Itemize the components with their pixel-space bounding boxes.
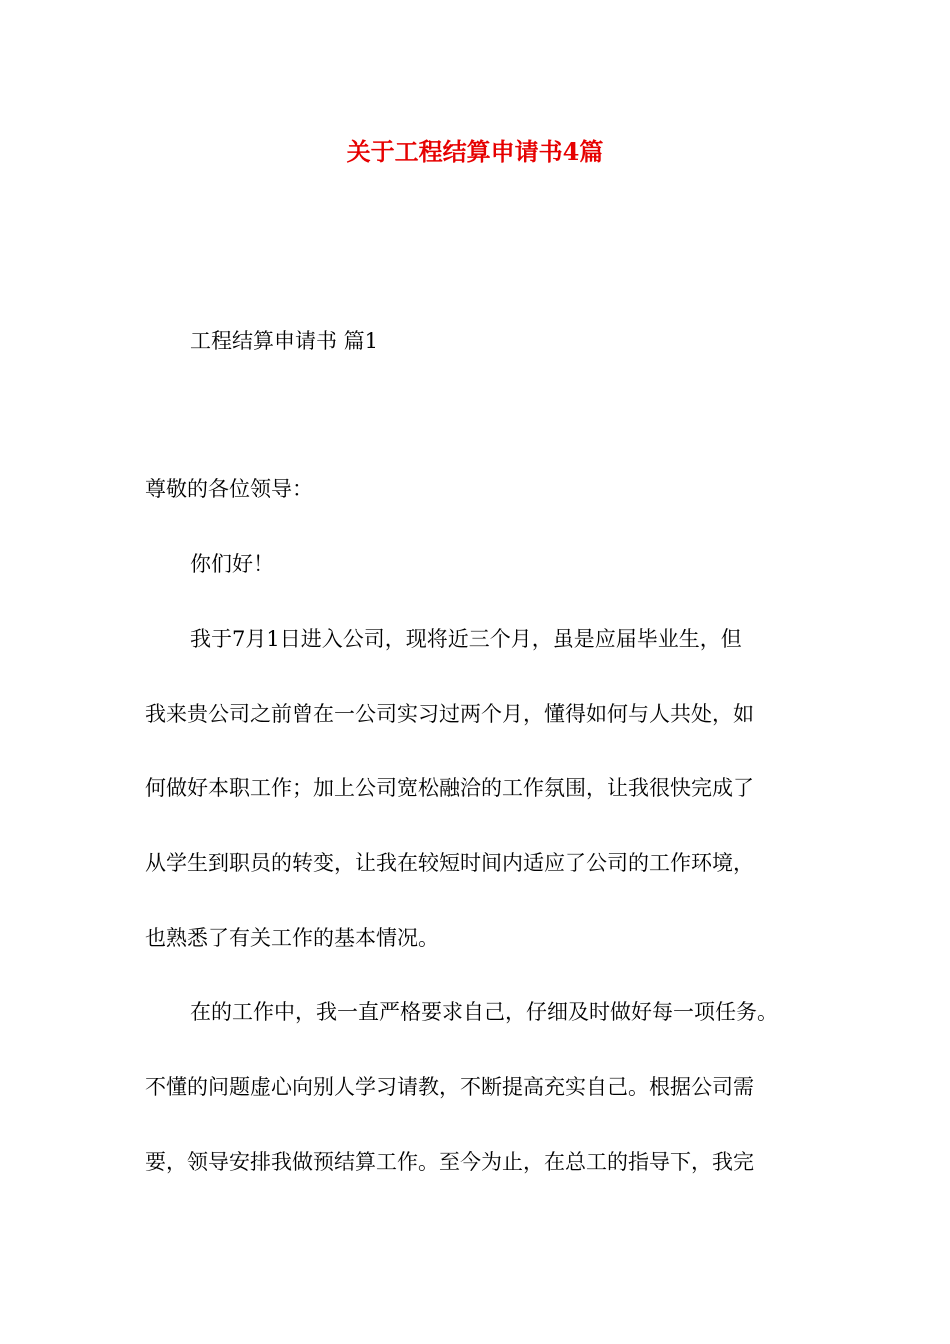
salutation-line: 尊敬的各位领导： xyxy=(145,477,313,501)
paragraph-line: 我于7月1日进入公司，现将近三个月，虽是应届毕业生，但 xyxy=(190,627,742,651)
paragraph-line: 何做好本职工作；加上公司宽松融洽的工作氛围，让我很快完成了 xyxy=(145,776,754,800)
greeting-line: 你们好！ xyxy=(190,552,274,576)
paragraph-line: 也熟悉了有关工作的基本情况。 xyxy=(145,926,439,950)
paragraph-line: 在的工作中，我一直严格要求自己，仔细及时做好每一项任务。 xyxy=(190,1000,778,1024)
section-heading: 工程结算申请书 篇1 xyxy=(190,329,379,353)
paragraph-line: 要，领导安排我做预结算工作。至今为止，在总工的指导下，我完 xyxy=(145,1150,754,1174)
paragraph-line: 不懂的问题虚心向别人学习请教，不断提高充实自己。根据公司需 xyxy=(145,1075,754,1099)
document-title: 关于工程结算申请书4篇 xyxy=(346,137,604,166)
paragraph-line: 从学生到职员的转变，让我在较短时间内适应了公司的工作环境， xyxy=(145,851,754,875)
paragraph-line: 我来贵公司之前曾在一公司实习过两个月，懂得如何与人共处，如 xyxy=(145,702,754,726)
